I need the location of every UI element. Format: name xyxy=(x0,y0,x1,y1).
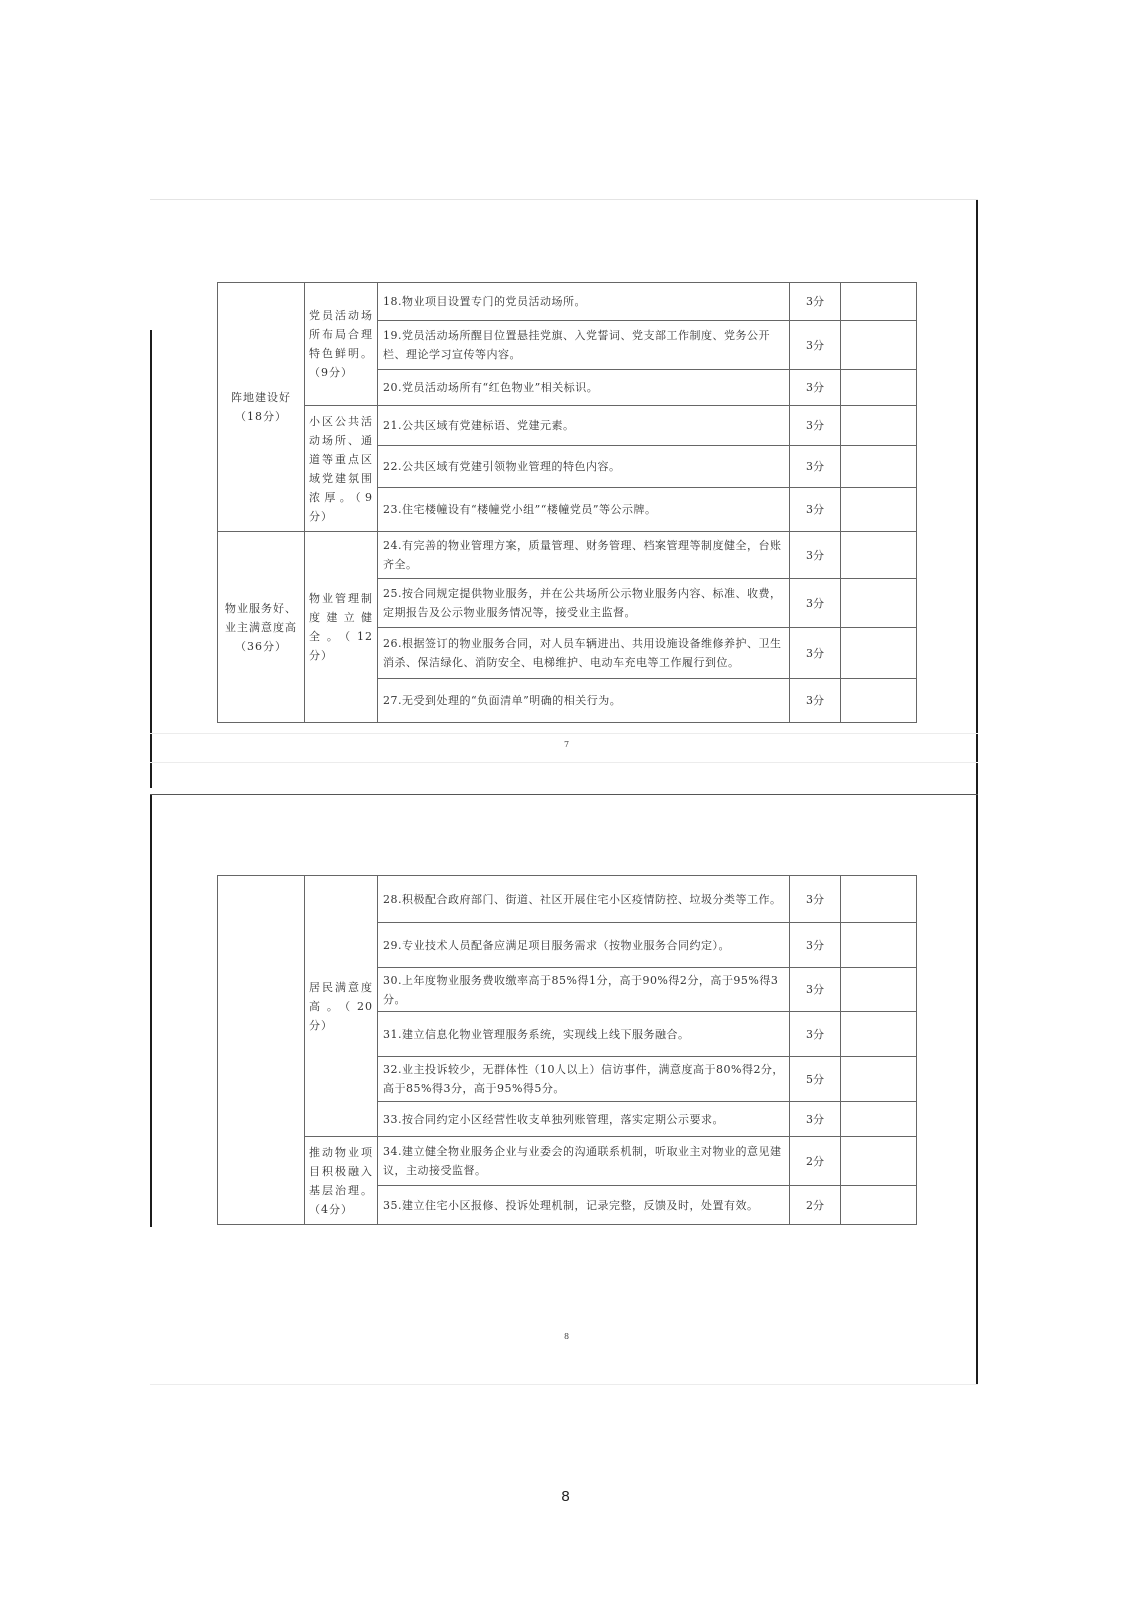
rating-cell xyxy=(841,406,917,446)
score-cell: 2分 xyxy=(790,1186,841,1225)
score-cell: 3分 xyxy=(790,321,841,370)
page-number-8: 8 xyxy=(564,1332,570,1341)
criterion-cell: 25.按合同规定提供物业服务，并在公共场所公示物业服务内容、标准、收费，定期报告及公示物业服务情况等，接受业主监督。 xyxy=(378,579,790,628)
score-cell: 3分 xyxy=(790,406,841,446)
subcategory-cell: 推动物业项目积极融入基层治理。（4分） xyxy=(305,1137,378,1225)
score-cell: 3分 xyxy=(790,579,841,628)
rating-cell xyxy=(841,1102,917,1137)
score-cell: 3分 xyxy=(790,628,841,679)
score-cell: 3分 xyxy=(790,968,841,1012)
criterion-cell: 35.建立住宅小区报修、投诉处理机制，记录完整，反馈及时，处置有效。 xyxy=(378,1186,790,1225)
scan-right-edge xyxy=(976,200,978,1384)
category-cell: 物业服务好、业主满意度高（36分） xyxy=(218,532,305,723)
rating-cell xyxy=(841,532,917,579)
criterion-cell: 26.根据签订的物业服务合同，对人员车辆进出、共用设施设备维修养护、卫生消杀、保洁绿化、消防安全、电梯维护、电动车充电等工作履行到位。 xyxy=(378,628,790,679)
score-cell: 2分 xyxy=(790,1137,841,1186)
scan-bottom-line xyxy=(150,1384,978,1385)
rating-cell xyxy=(841,1137,917,1186)
criterion-cell: 22.公共区域有党建引领物业管理的特色内容。 xyxy=(378,446,790,488)
subcategory-cell: 居民满意度高。（20分） xyxy=(305,876,378,1137)
rating-cell xyxy=(841,679,917,723)
score-cell: 3分 xyxy=(790,679,841,723)
criterion-cell: 21.公共区域有党建标语、党建元素。 xyxy=(378,406,790,446)
rating-cell xyxy=(841,628,917,679)
score-table-page-7 xyxy=(217,282,917,723)
criterion-cell: 33.按合同约定小区经营性收支单独列账管理，落实定期公示要求。 xyxy=(378,1102,790,1137)
score-cell: 3分 xyxy=(790,370,841,406)
criterion-cell: 31.建立信息化物业管理服务系统，实现线上线下服务融合。 xyxy=(378,1012,790,1057)
subcategory-cell: 小区公共活动场所、通道等重点区域党建氛围浓厚。（9分） xyxy=(305,406,378,532)
score-cell: 3分 xyxy=(790,488,841,532)
document-page-number: 8 xyxy=(561,1488,570,1505)
rating-cell xyxy=(841,1057,917,1102)
rating-cell xyxy=(841,488,917,532)
criterion-cell: 27.无受到处理的“负面清单”明确的相关行为。 xyxy=(378,679,790,723)
score-table-page-8 xyxy=(217,875,917,1225)
scan-left-edge xyxy=(150,795,152,1227)
criterion-cell: 29.专业技术人员配备应满足项目服务需求（按物业服务合同约定）。 xyxy=(378,923,790,968)
category-cell: 阵地建设好（18分） xyxy=(218,283,305,532)
criterion-cell: 32.业主投诉较少，无群体性（10人以上）信访事件，满意度高于80%得2分，高于85%得3分，高于95%得5分。 xyxy=(378,1057,790,1102)
page-number-7: 7 xyxy=(564,740,570,749)
scan-fold-line xyxy=(150,733,978,734)
criterion-cell: 24.有完善的物业管理方案，质量管理、财务管理、档案管理等制度健全，台账齐全。 xyxy=(378,532,790,579)
subcategory-cell: 党员活动场所布局合理特色鲜明。（9分） xyxy=(305,283,378,406)
score-cell: 3分 xyxy=(790,923,841,968)
criterion-cell: 20.党员活动场所有“红色物业”相关标识。 xyxy=(378,370,790,406)
criterion-cell: 19.党员活动场所醒目位置悬挂党旗、入党誓词、党支部工作制度、党务公开栏、理论学习宣传等内容。 xyxy=(378,321,790,370)
page-separator xyxy=(150,794,978,795)
rating-cell xyxy=(841,923,917,968)
scan-top-border xyxy=(150,199,978,200)
criterion-cell: 23.住宅楼幢设有“楼幢党小组”“楼幢党员”等公示牌。 xyxy=(378,488,790,532)
rating-cell xyxy=(841,283,917,321)
score-cell: 3分 xyxy=(790,1102,841,1137)
rating-cell xyxy=(841,968,917,1012)
criterion-cell: 28.积极配合政府部门、街道、社区开展住宅小区疫情防控、垃圾分类等工作。 xyxy=(378,876,790,923)
rating-cell xyxy=(841,321,917,370)
rating-cell xyxy=(841,446,917,488)
rating-cell xyxy=(841,876,917,923)
scan-left-edge xyxy=(150,330,152,788)
score-cell: 3分 xyxy=(790,1012,841,1057)
scan-fold-line xyxy=(150,762,978,763)
category-cell-empty xyxy=(218,876,305,1225)
criterion-cell: 18.物业项目设置专门的党员活动场所。 xyxy=(378,283,790,321)
rating-cell xyxy=(841,1186,917,1225)
score-cell: 5分 xyxy=(790,1057,841,1102)
subcategory-cell: 物业管理制度建立健全。（12分） xyxy=(305,532,378,723)
criterion-cell: 34.建立健全物业服务企业与业委会的沟通联系机制，听取业主对物业的意见建议，主动接受监督。 xyxy=(378,1137,790,1186)
rating-cell xyxy=(841,1012,917,1057)
rating-cell xyxy=(841,579,917,628)
score-cell: 3分 xyxy=(790,446,841,488)
score-cell: 3分 xyxy=(790,283,841,321)
rating-cell xyxy=(841,370,917,406)
score-cell: 3分 xyxy=(790,876,841,923)
criterion-cell: 30.上年度物业服务费收缴率高于85%得1分，高于90%得2分，高于95%得3分。 xyxy=(378,968,790,1012)
score-cell: 3分 xyxy=(790,532,841,579)
